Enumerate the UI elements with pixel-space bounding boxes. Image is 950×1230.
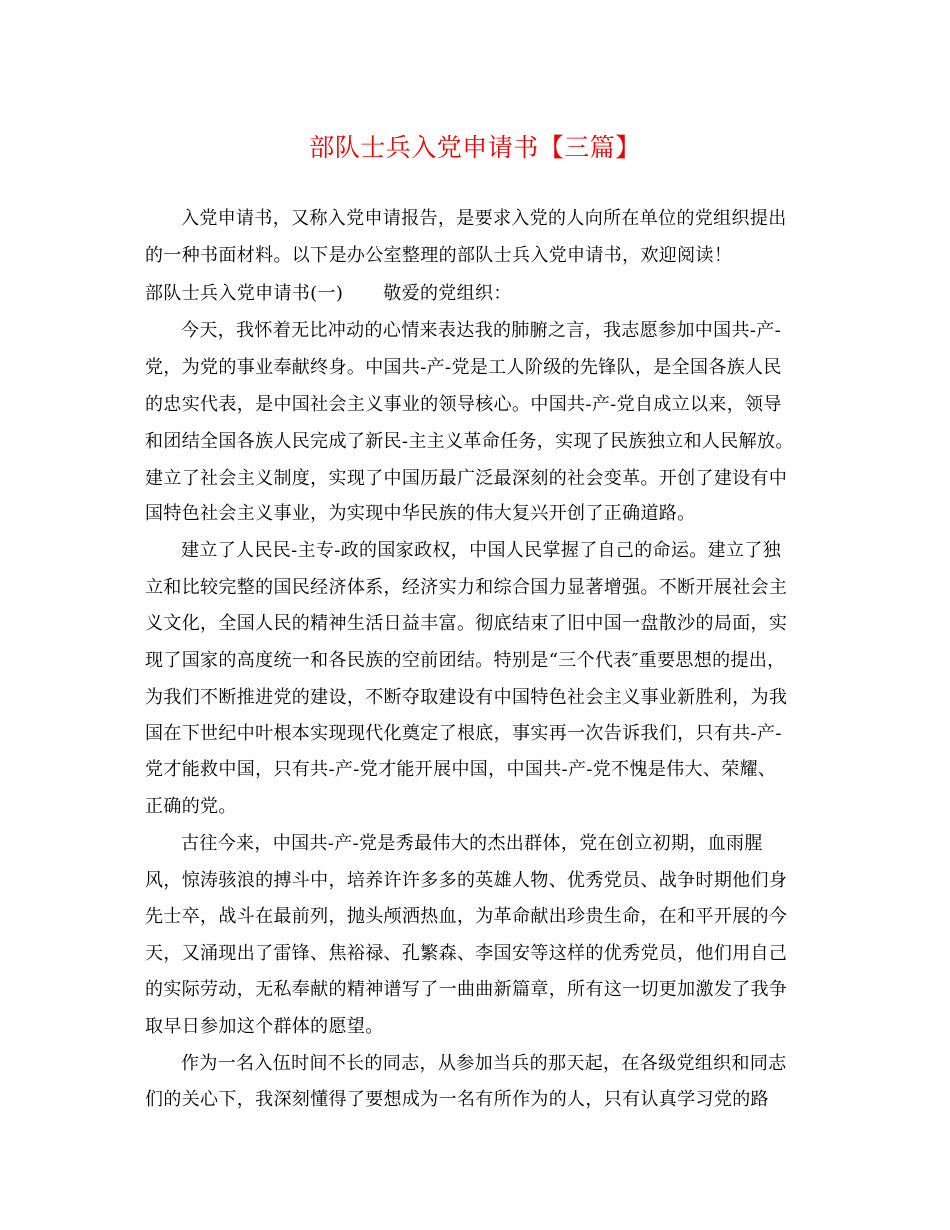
paragraph-line: 建立了社会主义制度，实现了中国历最广泛最深刻的社会变革。开创了建设有中 [145,468,788,489]
paragraph-line: 现了国家的高度统一和各民族的空前团结。特别是“三个代表″重要思想的提出， [145,650,786,671]
paragraph-line: 的忠实代表，是中国社会主义事业的领导核心。中国共-产-党自成立以来，领导 [145,394,782,415]
paragraph-line: 党才能救中国，只有共-产-党才能开展中国，中国共-产-党不愧是伟大、荣耀、 [145,759,777,780]
paragraph-line: 古往今来，中国共-产-党是秀最伟大的杰出群体，党在创立初期，血雨腥 [181,833,763,854]
paragraph-line: 天，又涌现出了雷锋、焦裕禄、孔繁森、李国安等这样的优秀党员，他们用自己 [145,943,788,964]
paragraph-line: 党，为党的事业奉献终身。中国共-产-党是工人阶级的先锋队，是全国各族人民 [145,357,782,378]
paragraph-line: 义文化，全国人民的精神生活日益丰富。彻底结束了旧中国一盘散沙的局面，实 [145,613,788,634]
paragraph-line: 风，惊涛骇浪的搏斗中，培养许许多多的英雄人物、优秀党员、战争时期他们身 [145,870,788,891]
paragraph-line: 和团结全国各族人民完成了新民-主主义革命任务，实现了民族独立和人民解放。 [145,431,794,452]
paragraph-line: 的一种书面材料。以下是办公室整理的部队士兵入党申请书，欢迎阅读！ [145,245,733,266]
paragraph-line: 为我们不断推进党的建设，不断夺取建设有中国特色社会主义事业新胜利，为我 [145,687,788,708]
paragraph-line: 国在下世纪中叶根本实现现代化奠定了根底，事实再一次告诉我们，只有共-产- [145,723,782,744]
paragraph-line: 入党申请书，又称入党申请报告，是要求入党的人向所在单位的党组织提出 [181,208,787,229]
paragraph-line: 建立了人民民-主专-政的国家政权，中国人民掌握了自己的命运。建立了独 [181,540,782,561]
paragraph-line: 们的关心下，我深刻懂得了要想成为一名有所作为的人，只有认真学习党的路 [145,1089,769,1110]
subheading-line [145,282,512,306]
paragraph-line: 立和比较完整的国民经济体系，经济实力和综合国力显著增强。不断开展社会主 [145,577,788,598]
paragraph-line: 先士卒，战斗在最前列，抛头颅洒热血，为革命献出珍贵生命，在和平开展的今 [145,906,788,927]
document-title: 部队士兵入党申请书【三篇】 [309,133,641,162]
paragraph-line: 的实际劳动，无私奉献的精神谱写了一曲曲新篇章，所有这一切更加激发了我争 [145,979,788,1000]
salutation: 敬爱的党组织： [383,283,512,304]
paragraph-line: 国特色社会主义事业，为实现中华民族的伟大复兴开创了正确道路。 [145,503,696,524]
paragraph-line: 取早日参加这个群体的愿望。 [145,1016,384,1037]
section-heading: 部队士兵入党申请书(一) [145,283,344,304]
paragraph-line: 作为一名入伍时间不长的同志，从参加当兵的那天起，在各级党组织和同志 [181,1053,787,1074]
paragraph-line: 正确的党。 [145,796,237,817]
paragraph-line: 今天，我怀着无比冲动的心情来表达我的肺腑之言，我志愿参加中国共-产- [181,320,782,341]
